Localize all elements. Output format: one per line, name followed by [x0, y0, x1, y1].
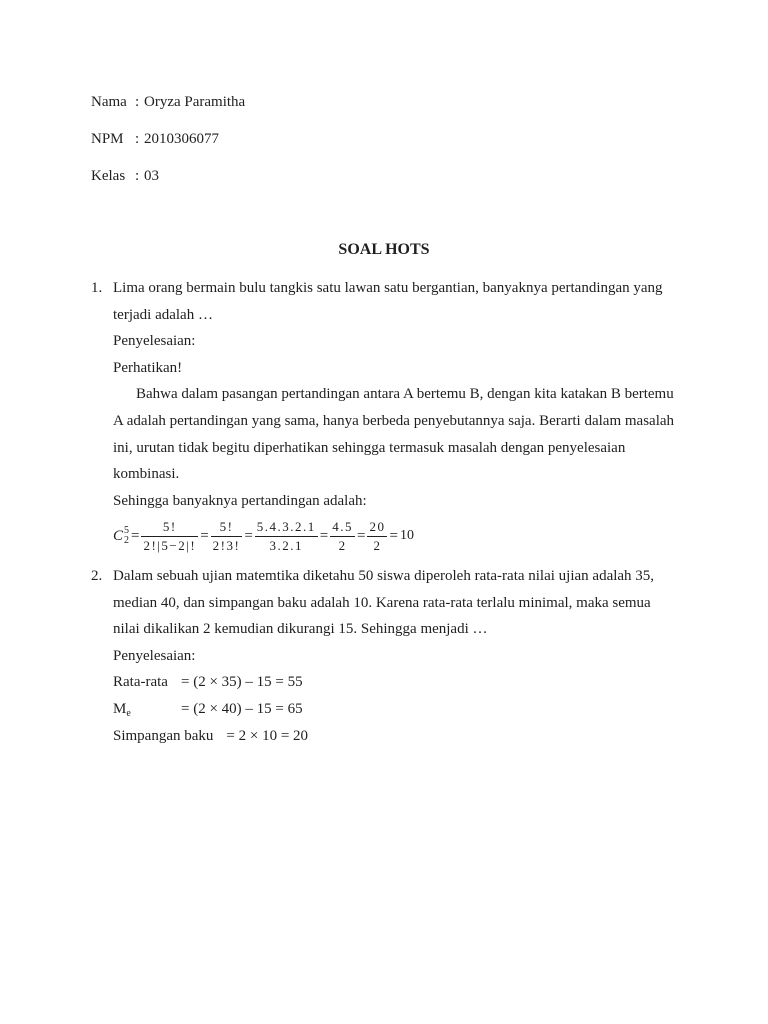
fraction-numerator: 4.5 — [330, 519, 355, 537]
question-number: 1. — [91, 280, 103, 296]
question-text-line: median 40, dan simpangan baku adalah 10. Karena rata-rata terlalu minimal, maka semua — [113, 594, 651, 611]
result-row-mean — [113, 669, 654, 696]
result-label-text: Simpangan baku — [113, 727, 214, 744]
solution-label: Penyelesaian: — [113, 647, 196, 664]
fraction-4 — [330, 519, 355, 554]
info-separator: : — [135, 168, 140, 184]
result-label-text: Rata-rata — [113, 674, 168, 691]
info-label: Kelas — [91, 168, 126, 184]
info-label: Nama — [91, 94, 127, 110]
explanation-line: kombinasi. — [113, 466, 180, 483]
equals-sign: = — [131, 528, 140, 545]
question-text-line: Dalam sebuah ujian matemtika diketahu 50 siswa diperoleh rata-rata nilai ujian adalah 35, — [113, 568, 655, 584]
result-value: = 2 × 10 = 20 — [226, 727, 309, 744]
note-label: Perhatikan! — [113, 359, 183, 376]
result-label — [113, 723, 213, 750]
question-text-line: Lima orang bermain bulu tangkis satu lawan satu bergantian, banyaknya pertandingan yang — [113, 280, 663, 296]
fraction-3 — [255, 519, 318, 554]
equals-sign: = — [200, 528, 209, 545]
result-label-text: M — [113, 700, 127, 717]
fraction-numerator: 20 — [367, 519, 387, 537]
fraction-2 — [211, 519, 243, 554]
question-text-line: terjadi adalah … — [113, 306, 213, 323]
result-value: = (2 × 35) – 15 = 55 — [181, 674, 303, 691]
fraction-denominator: 2!|5−2|! — [143, 537, 197, 553]
info-separator: : — [135, 94, 140, 110]
conclusion-text: Sehingga banyaknya pertandingan adalah: — [113, 492, 367, 509]
combination-symbol: C — [113, 528, 124, 545]
fraction-numerator: 5.4.3.2.1 — [255, 519, 318, 537]
fraction-numerator: 5! — [141, 519, 198, 537]
result-label — [113, 669, 168, 696]
combination-formula — [113, 516, 674, 556]
info-row-nama — [91, 84, 245, 121]
result-label-subscript: e — [126, 707, 131, 719]
question-text-line: nilai dikalikan 2 kemudian dikurangi 15. Sehingga menjadi … — [113, 621, 488, 638]
info-row-npm — [91, 121, 245, 158]
subscript: 2 — [124, 535, 130, 547]
result-value: = (2 × 40) – 15 = 65 — [181, 700, 303, 717]
question-body — [113, 275, 674, 556]
info-label: NPM — [91, 131, 124, 147]
combination-scripts — [124, 525, 129, 547]
document-title: SOAL HOTS — [338, 241, 430, 258]
info-value: 2010306077 — [144, 131, 219, 147]
superscript: 5 — [124, 525, 130, 537]
fraction-numerator: 5! — [211, 519, 243, 537]
question-2 — [91, 563, 654, 749]
equals-sign: = — [319, 528, 329, 545]
result-label — [113, 696, 168, 723]
question-1 — [91, 275, 674, 556]
fraction-denominator: 2!3! — [212, 537, 241, 553]
explanation-line: Bahwa dalam pasangan pertandingan antara A bertemu B, dengan kita katakan B bertemu — [136, 386, 674, 403]
fraction-1 — [141, 519, 198, 554]
info-row-kelas — [91, 158, 245, 195]
solution-label: Penyelesaian: — [113, 333, 196, 350]
fraction-denominator: 2 — [373, 537, 382, 553]
result-row-std-dev — [113, 723, 654, 750]
student-info — [91, 84, 245, 195]
explanation-line: A adalah pertandingan yang sama, hanya berbeda penyebutannya saja. Berarti dalam masalah — [113, 412, 675, 429]
result-row-median — [113, 696, 654, 723]
fraction-5 — [367, 519, 387, 554]
info-value: 03 — [144, 168, 159, 184]
explanation-line: ini, urutan tidak begitu diperhatikan sehingga termasuk masalah dengan penyelesaian — [113, 439, 626, 456]
question-number: 2. — [91, 568, 103, 584]
info-value: Oryza Paramitha — [144, 94, 246, 110]
equals-sign: = — [357, 528, 366, 545]
equals-sign: = — [244, 528, 253, 545]
info-separator: : — [135, 131, 140, 147]
formula-result: 10 — [399, 528, 414, 544]
question-body — [113, 563, 654, 749]
fraction-denominator: 3.2.1 — [269, 537, 304, 553]
fraction-denominator: 2 — [338, 537, 347, 553]
equals-sign: = — [389, 528, 398, 545]
